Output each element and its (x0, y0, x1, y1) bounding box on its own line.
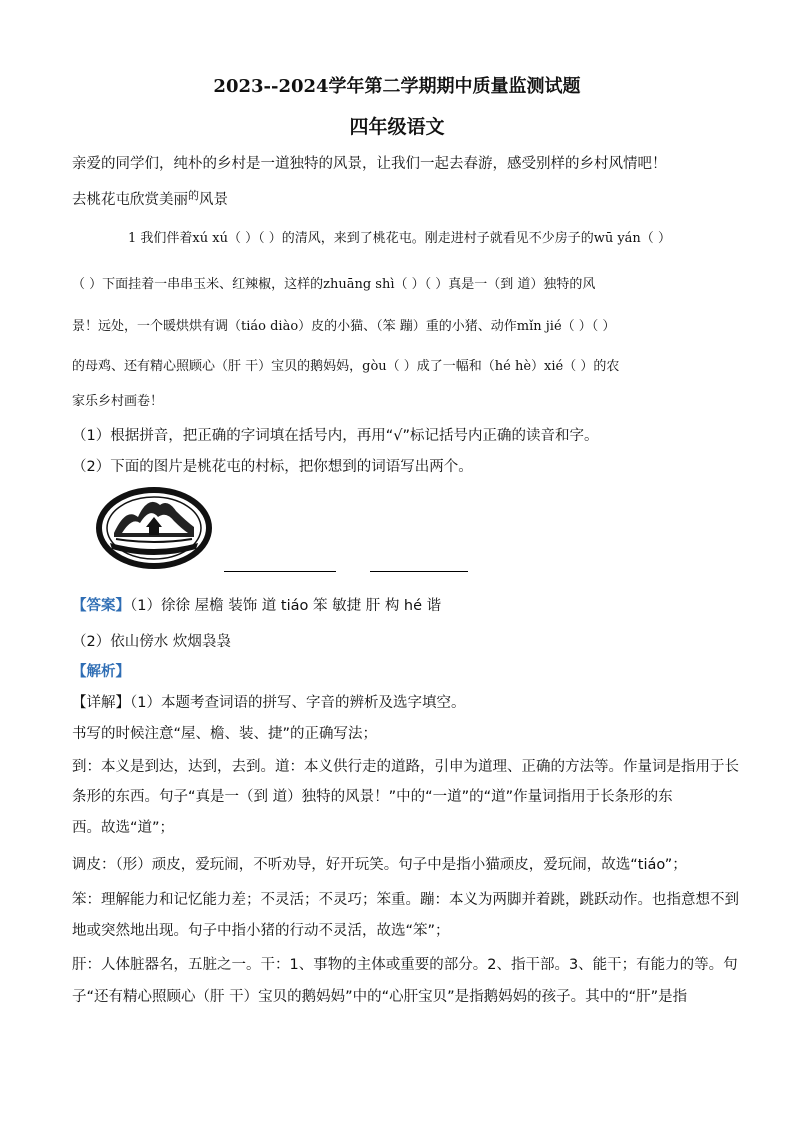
exam-title: 2023--2024学年第二学期期中质量监测试题 (213, 76, 581, 97)
explanation-line: 到：本义是到达，达到，去到。道：本义供行走的道路，引申为道理、正确的方法等。作量词是指用于长 (72, 759, 739, 775)
explanation-line: 子“还有精心照顾心（肝 干）宝贝的鹅妈妈”中的“心肝宝贝”是指鹅妈妈的孩子。其中的“肝”是指 (72, 989, 688, 1005)
explanation-line: 笨：理解能力和记忆能力差；不灵活；不灵巧；笨重。蹦：本义为两脚并着跳，跳跃动作。也指意想不到 (72, 892, 739, 908)
answer-1-text: （1）徐徐 屋檐 装饰 道 tiáo 笨 敏捷 肝 构 hé 谐 (130, 598, 442, 614)
section-heading (72, 188, 228, 209)
question-1: （1）根据拼音，把正确的字词填在括号内，再用“√”标记括号内正确的读音和字。 (72, 428, 599, 444)
explanation-line: 地或突然地出现。句子中指小猪的行动不灵活，故选“笨”； (72, 923, 450, 939)
village-emblem-image (96, 487, 212, 569)
answer-tag: 【答案】 (72, 598, 130, 614)
passage-line: 家乐乡村画卷！ (72, 394, 164, 409)
passage-line: （ ）下面挂着一串串玉米、红辣椒，这样的zhuāng shì（ ）（ ）真是一（到 道）独特的风 (72, 277, 596, 292)
answer-blank-2[interactable] (370, 571, 468, 572)
section-heading-text: 去桃花屯欣赏美丽 (72, 192, 188, 208)
passage-line: 1 我们伴着xú xú（ ）（ ）的清风，来到了桃花屯。刚走进村子就看见不少房子的wū yán（ ） (128, 231, 671, 246)
explanation-line: 条形的东西。句子“真是一（到 道）独特的风景！”中的“一道”的“道”作量词指用于长条形的东 (72, 789, 673, 805)
passage-line: 景！远处，一个暖烘烘有调（tiáo diào）皮的小猫、（笨 蹦）重的小猪、动作mǐn jié（ ）（ ） (72, 319, 616, 334)
section-heading-tail: 风景 (199, 192, 228, 208)
detail-tag: 【详解】 (72, 695, 130, 711)
detail-line (72, 691, 465, 712)
section-heading-sup: 的 (188, 189, 199, 202)
analysis-tag (72, 660, 130, 681)
explanation-line: 西。故选“道”； (72, 820, 175, 836)
answer-line-1 (72, 594, 441, 615)
explanation-line: 书写的时候注意“屋、檐、装、捷”的正确写法； (72, 726, 378, 742)
detail-1-text: （1）本题考查词语的拼写、字音的辨析及选字填空。 (130, 695, 466, 711)
passage-line: 的母鸡、还有精心照顾心（肝 干）宝贝的鹅妈妈，gòu（ ）成了一幅和（hé hè）xié（ ）的农 (72, 359, 620, 374)
answer-line-2: （2）依山傍水 炊烟袅袅 (72, 634, 231, 650)
explanation-line: 肝：人体脏器名，五脏之一。干：1、事物的主体或重要的部分。2、指干部。3、能干；有能力的等。句 (72, 957, 738, 973)
analysis-tag-text: 【解析】 (72, 664, 130, 680)
question-2: （2）下面的图片是桃花屯的村标，把你想到的词语写出两个。 (72, 459, 473, 475)
answer-blank-1[interactable] (224, 571, 336, 572)
exam-subtitle: 四年级语文 (349, 116, 445, 138)
intro-text: 亲爱的同学们，纯朴的乡村是一道独特的风景，让我们一起去春游，感受别样的乡村风情吧！ (72, 156, 667, 172)
explanation-line: 调皮：（形）顽皮，爱玩闹，不听劝导，好开玩笑。句子中是指小猫顽皮，爱玩闹，故选“tiáo”； (72, 857, 687, 873)
